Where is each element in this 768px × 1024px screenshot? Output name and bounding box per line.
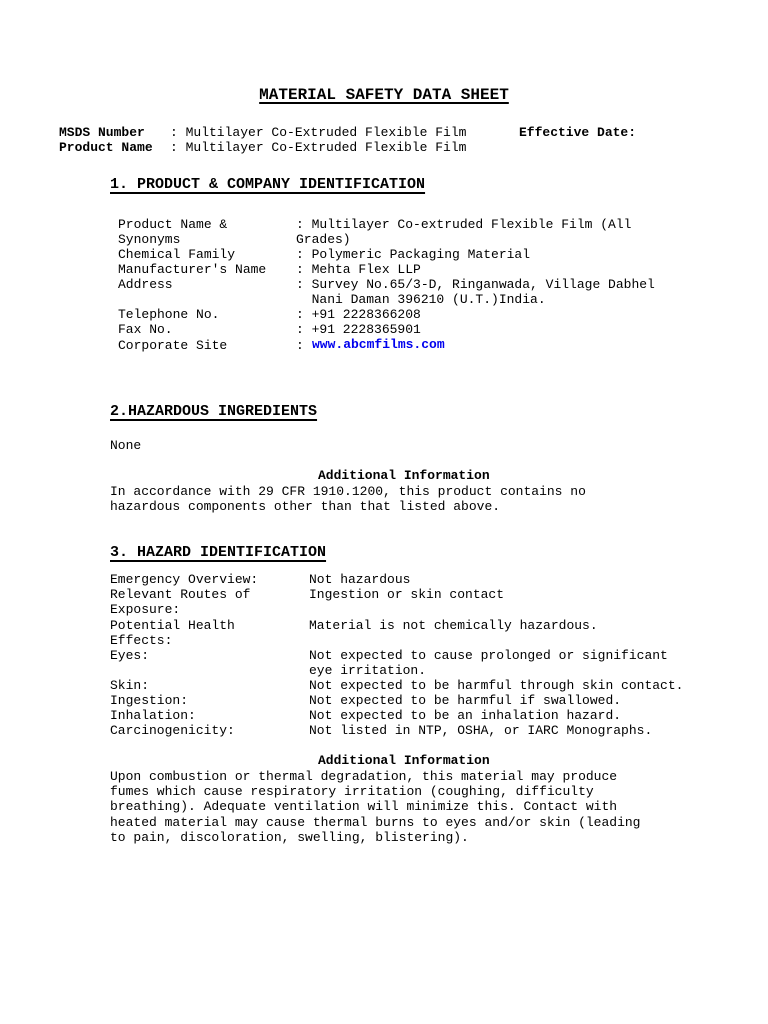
- s3-row-label: Exposure:: [110, 602, 181, 617]
- section-3-additional-line: Upon combustion or thermal degradation, this material may produce: [110, 769, 618, 784]
- section-3-additional-heading: Additional Information: [318, 753, 490, 768]
- effective-date-label: Effective Date:: [519, 125, 637, 140]
- s3-row-label: Ingestion:: [110, 693, 189, 708]
- section-2-heading: 2.HAZARDOUS INGREDIENTS: [110, 403, 318, 420]
- s1-row-value: : Survey No.65/3-D, Ringanwada, Village Dabhel: [296, 277, 655, 292]
- s3-row-value: Not expected to cause prolonged or significant: [309, 648, 668, 663]
- s3-row-label: Emergency Overview:: [110, 572, 259, 587]
- document-title: [0, 85, 768, 105]
- s3-row-label: Eyes:: [110, 648, 150, 663]
- s1-row-label: Synonyms: [118, 232, 181, 247]
- s1-row-value: Grades): [296, 232, 351, 247]
- section-3-additional-line: heated material may cause thermal burns to eyes and/or skin (leading: [110, 815, 641, 830]
- s3-row-label: Effects:: [110, 633, 173, 648]
- s1-row-value: : Mehta Flex LLP: [296, 262, 421, 277]
- s3-row-value: Not expected to be an inhalation hazard.: [309, 708, 622, 723]
- s3-row-label: Potential Health: [110, 618, 235, 633]
- section-3-additional-line: fumes which cause respiratory irritation (coughing, difficulty: [110, 784, 594, 799]
- s3-row-label: Skin:: [110, 678, 150, 693]
- product-name-value: : Multilayer Co-Extruded Flexible Film: [170, 140, 467, 155]
- s1-row-value: : Multilayer Co-extruded Flexible Film (All: [296, 217, 632, 232]
- s1-row-label: Fax No.: [118, 322, 173, 337]
- corporate-site-colon: :: [296, 338, 304, 353]
- s1-row-value: : +91 2228365901: [296, 322, 421, 337]
- section-2-additional-line: In accordance with 29 CFR 1910.1200, this product contains no: [110, 484, 586, 499]
- section-3-additional-line: to pain, discoloration, swelling, blistering).: [110, 830, 469, 845]
- s3-row-value: Not hazardous: [309, 572, 411, 587]
- product-name-label: Product Name: [59, 140, 153, 155]
- s3-row-value: Material is not chemically hazardous.: [309, 618, 598, 633]
- document-title-text: MATERIAL SAFETY DATA SHEET: [259, 86, 509, 104]
- s3-row-value: eye irritation.: [309, 663, 427, 678]
- s1-row-value: Nani Daman 396210 (U.T.)India.: [296, 292, 546, 307]
- s1-row-value: : Polymeric Packaging Material: [296, 247, 531, 262]
- section-3-heading: 3. HAZARD IDENTIFICATION: [110, 544, 327, 561]
- corporate-site-link[interactable]: www.abcmfilms.com: [312, 337, 445, 352]
- s3-row-value: Not expected to be harmful if swallowed.: [309, 693, 622, 708]
- s1-row-value: : +91 2228366208: [296, 307, 421, 322]
- corporate-site-label: Corporate Site: [118, 338, 228, 353]
- section-1-heading: 1. PRODUCT & COMPANY IDENTIFICATION: [110, 176, 426, 193]
- section-2-body: None: [110, 438, 142, 453]
- s3-row-value: Not expected to be harmful through skin contact.: [309, 678, 684, 693]
- section-2-additional-line: hazardous components other than that listed above.: [110, 499, 501, 514]
- s1-row-label: Chemical Family: [118, 247, 236, 262]
- section-3-additional-line: breathing). Adequate ventilation will minimize this. Contact with: [110, 799, 618, 814]
- s3-row-value: Ingestion or skin contact: [309, 587, 505, 602]
- s3-row-label: Carcinogenicity:: [110, 723, 235, 738]
- s3-row-label: Inhalation:: [110, 708, 196, 723]
- s1-row-label: Address: [118, 277, 173, 292]
- section-2-additional-heading: Additional Information: [318, 468, 490, 483]
- s1-row-label: Manufacturer's Name: [118, 262, 267, 277]
- msds-number-label: MSDS Number: [59, 125, 145, 140]
- msds-number-value: : Multilayer Co-Extruded Flexible Film: [170, 125, 467, 140]
- s1-row-label: Product Name &: [118, 217, 228, 232]
- s3-row-label: Relevant Routes of: [110, 587, 251, 602]
- s3-row-value: Not listed in NTP, OSHA, or IARC Monographs.: [309, 723, 653, 738]
- s1-row-label: Telephone No.: [118, 307, 220, 322]
